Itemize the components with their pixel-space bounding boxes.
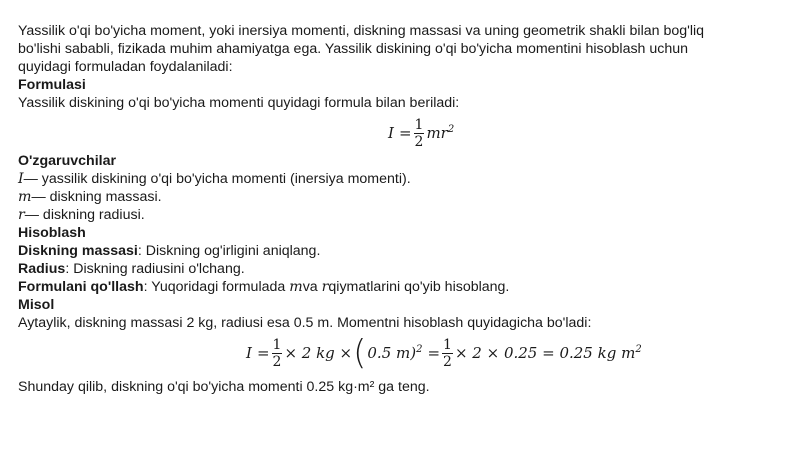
variable-symbol: I bbox=[18, 171, 24, 187]
example-denominator: 2 bbox=[443, 353, 452, 370]
variable-desc: — diskning radiusi. bbox=[24, 207, 145, 223]
example-eq: = bbox=[256, 344, 270, 362]
apply-label: Formulani qo'llash bbox=[18, 279, 144, 295]
example-lhs: I bbox=[246, 344, 252, 362]
formula-lhs: I bbox=[388, 124, 394, 142]
apply-symbol-m: m bbox=[289, 279, 303, 295]
variables-heading: O'zgaruvchilar bbox=[18, 153, 116, 169]
main-formula: I = $\frac{1}{2}$ mr $^2$ bbox=[388, 116, 455, 150]
example-text: Aytaylik, diskning massasi 2 kg, radiusi esa 0.5 m. Momentni hisoblash quyidagicha bo'ladi: bbox=[18, 315, 592, 331]
variable-desc: — yassilik diskining o'qi bo'yicha momenti (inersiya momenti). bbox=[23, 171, 411, 187]
formula-eq: = bbox=[398, 124, 412, 142]
variable-desc: — diskning massasi. bbox=[31, 189, 162, 205]
formula-denominator: 2 bbox=[414, 133, 424, 150]
formula-heading: Formulasi bbox=[18, 77, 86, 93]
intro-line-2: bo'lishi sababli, fizikada muhim ahamiyatga ega. Yassilik diskining o'qi bo'yicha momentini hisoblash uchun bbox=[18, 41, 689, 57]
formula-text: Yassilik diskining o'qi bo'yicha momenti quyidagi formula bilan beriladi: bbox=[18, 95, 460, 111]
apply-text: va bbox=[302, 279, 322, 295]
variable-row bbox=[18, 206, 782, 224]
formula-numerator: 1 bbox=[414, 116, 424, 133]
example-inner: 0.5 m) bbox=[367, 344, 417, 362]
calc-item bbox=[18, 242, 782, 260]
example-fraction bbox=[442, 337, 453, 370]
example-fraction bbox=[272, 337, 283, 370]
intro-line-1: Yassilik o'qi bo'yicha moment, yoki inersiya momenti, diskning massasi va uning geometrik shakli bilan bog'liq bbox=[18, 23, 705, 39]
formula-fraction bbox=[414, 117, 425, 150]
calc-heading: Hisoblash bbox=[18, 225, 86, 241]
variable-row bbox=[18, 188, 782, 206]
variable-row bbox=[18, 170, 782, 188]
example-formula: I = $\frac{1}{2}$ × 2 kg × ( 0.5 m) $^2$ = $\frac{1}{2}$ × 2 × 0.25 = 0.25 kg m $^2$ bbox=[246, 333, 642, 373]
calc-item-label: Radius bbox=[18, 261, 66, 277]
variable-symbol: m bbox=[18, 189, 32, 205]
calc-item bbox=[18, 260, 782, 278]
apply-text: : Yuqoridagi formulada bbox=[143, 279, 290, 295]
example-paren: ( bbox=[353, 333, 367, 373]
calc-item-text: : Diskning radiusini o'lchang. bbox=[65, 261, 245, 277]
intro-line-3: quyidagi formuladan foydalaniladi: bbox=[18, 59, 233, 75]
example-denominator: 2 bbox=[272, 353, 282, 370]
variable-symbol: r bbox=[18, 207, 25, 223]
apply-text: qiymatlarini qo'yib hisoblang. bbox=[328, 279, 510, 295]
formula-rhs: mr bbox=[426, 124, 448, 142]
apply-symbol-r: r bbox=[321, 279, 329, 295]
example-heading: Misol bbox=[18, 297, 55, 313]
example-term: × 2 × 0.25 = 0.25 kg m bbox=[454, 344, 636, 362]
example-numerator: 1 bbox=[443, 336, 452, 353]
example-eq: = bbox=[427, 344, 441, 362]
calc-item-label: Diskning massasi bbox=[18, 243, 138, 259]
conclusion: Shunday qilib, diskning o'qi bo'yicha momenti 0.25 kg·m² ga teng. bbox=[18, 379, 430, 395]
apply-row bbox=[18, 278, 782, 296]
example-term: × 2 kg × bbox=[284, 344, 353, 362]
calc-item-text: : Diskning og'irligini aniqlang. bbox=[137, 243, 321, 259]
example-numerator: 1 bbox=[272, 336, 282, 353]
